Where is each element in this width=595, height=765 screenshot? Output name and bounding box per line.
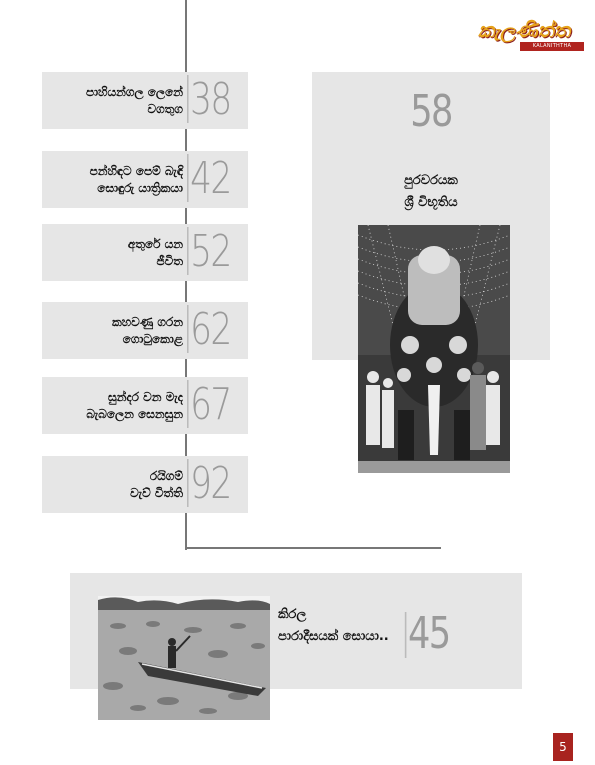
toc-title-line2: සොඳුරු යාත්‍රිකයා [97, 180, 183, 195]
toc-page-number: 42 [187, 149, 234, 209]
feature-title-line2: ශ්‍රී විභූතිය [404, 195, 458, 210]
toc-item-title [90, 151, 183, 208]
toc-item-title [112, 302, 183, 359]
toc-page-number: 67 [187, 375, 234, 435]
toc-item-title [86, 377, 183, 434]
toc-item[interactable] [42, 224, 248, 281]
toc-title-line1: රයිගම් [149, 468, 183, 483]
feature-title-line1: පුරවරයක [404, 173, 458, 188]
toc-title-line2: බැබලෙන සෙනසුන [86, 406, 183, 421]
page-number-badge: 5 [553, 733, 573, 761]
feature-page-number: 58 [410, 86, 452, 137]
toc-page-number: 92 [187, 454, 234, 514]
toc-title-line1: අතුරේ යන [127, 236, 183, 251]
toc-page-number: 38 [187, 70, 234, 130]
bottom-title-line1: කිරල [278, 607, 307, 622]
logo-text: කැලණිත්ත [478, 18, 571, 42]
toc-item-title [130, 456, 183, 513]
feature-title [312, 170, 550, 214]
toc-item-title [128, 224, 183, 281]
toc-title-line2: ගොටුකොළ [122, 331, 183, 346]
toc-page-number: 62 [187, 300, 234, 360]
toc-title-line1: සුන්දර වන මැද [108, 389, 183, 404]
toc-item[interactable] [42, 377, 248, 434]
toc-title-line1: පන්හිඳට පෙම් බැඳි [89, 163, 183, 178]
toc-item[interactable] [42, 72, 248, 129]
toc-item-title [86, 72, 183, 129]
procession-elephant-photo [358, 225, 510, 473]
toc-title-line2: වැව් විත්ති [130, 485, 183, 500]
horizontal-divider [185, 547, 441, 549]
lake-boat-photo [98, 596, 270, 720]
bottom-title-line2: පාරාදීසයක් සොයා.. [278, 629, 389, 644]
magazine-logo [474, 18, 586, 56]
toc-title-line1: පාහියන්ගල ලෙනේ [85, 84, 183, 99]
logo-subtext: KALANITHTHA [520, 42, 584, 51]
toc-page-number: 52 [187, 222, 234, 282]
toc-item[interactable] [42, 151, 248, 208]
bottom-feature-title [278, 604, 389, 648]
toc-title-line1: කහවණු ගරන [111, 314, 183, 329]
toc-item[interactable] [42, 456, 248, 513]
toc-title-line2: වගතුග [147, 101, 183, 116]
bottom-feature-page-number: 45 [408, 608, 450, 659]
toc-item[interactable] [42, 302, 248, 359]
toc-title-line2: ජීවිත [156, 253, 183, 268]
